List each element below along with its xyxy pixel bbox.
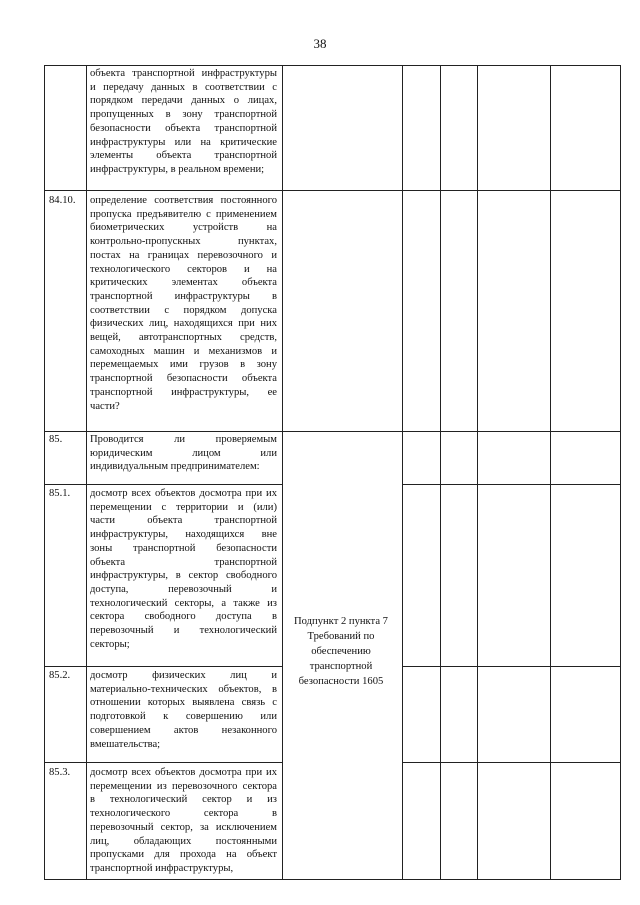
requirement-text-line: досмотр физических лиц и — [90, 670, 277, 681]
requirement-text-line: объекта транспортной — [90, 556, 277, 568]
requirement-text-line: физических лиц, находящихся при них — [90, 318, 277, 330]
requirement-text-line: сектора свободного доступа в — [90, 611, 277, 623]
row-divider — [44, 431, 621, 432]
requirement-text-line: элементы объекта транспортной — [90, 150, 277, 162]
legal-reference-line: Подпункт 2 пункта 7 — [294, 616, 388, 627]
requirement-text-line: инфраструктуры, в сектор свободного — [90, 570, 277, 582]
requirement-text-line: индивидуальным предпринимателем: — [90, 461, 260, 473]
requirement-text-line: соответствии с порядком допуска — [90, 304, 277, 316]
requirement-text-line: секторы; — [90, 638, 130, 650]
table-vertical-rule — [402, 65, 403, 879]
requirement-text-line: и передачу данных в соответствии с — [90, 81, 277, 93]
requirement-text-line: пропущенных в зону транспортной — [90, 109, 277, 121]
requirement-text-line: безопасности объекта транспортной — [90, 122, 277, 134]
row-number: 85.2. — [49, 670, 71, 681]
requirement-text-line: объекта транспортной инфраструктуры — [90, 68, 277, 79]
row-divider — [402, 762, 621, 763]
requirement-text-line: самоходных машин и механизмов и — [90, 345, 277, 357]
requirement-text-line: вещей, автотранспортных средств, — [90, 332, 277, 343]
requirement-text-line: технологического сектора в — [90, 808, 277, 820]
requirement-text-line: перемещаемых ими грузов в зону — [90, 359, 277, 371]
legal-reference-line: Требований по — [307, 631, 375, 642]
row-number: 85. — [49, 434, 63, 445]
requirement-text-line: совершением актов незаконного — [90, 724, 277, 736]
requirement-text-line: досмотр всех объектов досмотра при их — [90, 488, 277, 499]
requirement-text-line: инфраструктуры или на критические — [90, 136, 277, 148]
requirement-text-line: определение соответствия постоянного — [90, 195, 277, 206]
requirement-text-line: постах на границах перевозочного и — [90, 249, 277, 261]
requirement-text-line: транспортной безопасности объекта — [90, 373, 277, 385]
row-number: 85.3. — [49, 767, 71, 778]
requirement-text-line: доступа, перевозочный и — [90, 583, 277, 595]
requirement-text-line: перемещении из перевозочного сектора — [90, 780, 277, 792]
legal-reference — [284, 614, 398, 689]
row-divider — [44, 190, 621, 191]
requirement-text-line: технологического секторов и на — [90, 263, 277, 275]
requirement-text-line: в технологический сектор и из — [90, 794, 277, 806]
row-number: 85.1. — [49, 488, 71, 499]
requirement-text-line: перевозочный сектор, за исключением — [90, 821, 277, 833]
requirement-text-line: пропусками для прохода на объект — [90, 849, 277, 861]
requirement-text-line: инфраструктуры, в реальном времени; — [90, 163, 265, 175]
requirement-text-line: критических элементах объекта — [90, 277, 277, 289]
requirement-text-line: юридическим лицом или — [90, 447, 277, 459]
row-divider — [44, 666, 283, 667]
requirement-text-line: транспортной инфраструктуры в — [90, 290, 277, 302]
requirement-text-line: транспортной инфраструктуры, ее — [90, 386, 277, 398]
requirement-text-line: отношении которых выявлена связь с — [90, 697, 277, 709]
table-top-rule — [44, 65, 621, 66]
requirement-text-line: контрольно-пропускных пунктах, — [90, 236, 277, 248]
table-vertical-rule — [86, 65, 87, 879]
requirement-text-line: пропуска предъявителю с применением — [90, 208, 277, 220]
table-vertical-rule — [44, 65, 45, 879]
table-vertical-rule — [282, 65, 283, 879]
page-number: 38 — [313, 36, 327, 51]
requirement-text-line: Проводится ли проверяемым — [90, 434, 277, 445]
legal-reference-line: обеспечению — [311, 646, 371, 657]
requirement-text-line: технологический секторы, а также из — [90, 597, 277, 609]
requirement-text-line: части объекта транспортной — [90, 515, 277, 527]
table-vertical-rule — [477, 65, 478, 879]
requirement-text-line: порядком передачи данных о лицах, — [90, 95, 277, 107]
requirement-text-line: транспортной инфраструктуры, — [90, 862, 234, 874]
legal-reference-line: транспортной — [309, 661, 373, 672]
table-vertical-rule — [550, 65, 551, 879]
row-divider — [402, 484, 621, 485]
table-vertical-rule — [620, 65, 621, 879]
requirement-text-line: досмотр всех объектов досмотра при их — [90, 767, 277, 778]
table-bottom-rule — [44, 879, 621, 880]
requirement-text-line: биометрических устройств на — [90, 222, 277, 234]
row-divider — [402, 666, 621, 667]
legal-reference-line: безопасности 1605 — [298, 676, 384, 687]
row-divider — [44, 762, 283, 763]
row-number: 84.10. — [49, 195, 76, 206]
table-vertical-rule — [440, 65, 441, 879]
requirement-text-line: зоны транспортной безопасности — [90, 542, 277, 554]
requirement-text-line: перевозочный и технологический — [90, 625, 277, 636]
requirement-text-line: инфраструктуры, находящихся вне — [90, 529, 277, 541]
requirement-text-line: материально-технических объектов, в — [90, 683, 277, 695]
requirement-text-line: перемещении с территории и (или) — [90, 501, 277, 513]
requirement-text-line: подготовкой к совершению или — [90, 711, 277, 723]
requirement-text-line: вмешательства; — [90, 738, 161, 750]
row-divider — [44, 484, 283, 485]
requirement-text-line: лиц, обладающих постоянными — [90, 835, 277, 847]
requirement-text-line: части? — [90, 400, 120, 412]
